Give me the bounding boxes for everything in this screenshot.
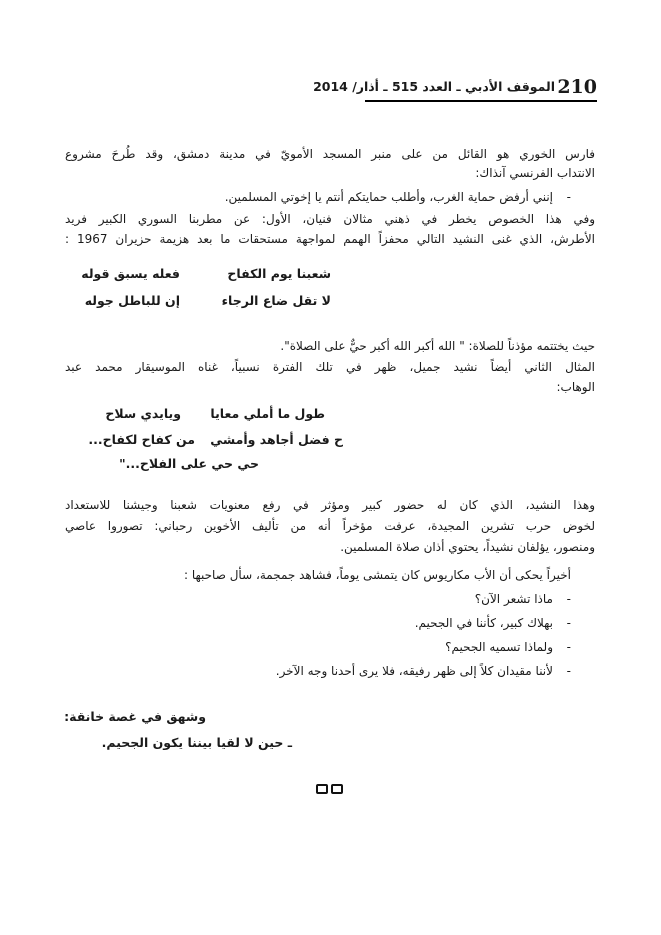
dialogue-item: - ولماذا تسميه الجحيم؟ (445, 638, 553, 656)
paragraph-line: حيث يختتمه مؤذناً للصلاة: " الله أكبر الله أكبر حيٌّ على الصلاة". (280, 339, 595, 353)
verse-line: ويايدي سلاح (105, 406, 181, 421)
closing-line: ـ حين لا لقيا بيننا يكون الجحيم. (101, 735, 292, 750)
end-mark-icon (316, 783, 346, 797)
verse-line: إن للباطل جوله (84, 293, 180, 308)
paragraph-line: وهذا النشيد، الذي كان له حضور كبير ومؤثر في رفع معنويات شعبنا وجيشنا للاستعداد (65, 498, 595, 512)
paragraph-line: الوهاب: (556, 380, 595, 394)
verse-line: لا تقل ضاع الرجاء (221, 293, 331, 308)
closing-line: وشهق في غصة خانقة: (64, 709, 206, 724)
verse-line: ح فضل أجاهد وأمشي (210, 432, 343, 447)
paragraph-line: وفي هذا الخصوص يخطر في ذهني مثالان فنيان، الأول: عن مطربنا السوري الكبير فريد (65, 212, 595, 226)
verse-line: طول ما أملي معايا (210, 406, 325, 421)
verse-line: شعبنا يوم الكفاح (227, 266, 331, 281)
verse-line: فعله يسبق قوله (81, 266, 180, 281)
verse-line: حي حي على الفلاح..." (119, 456, 259, 471)
issue-info: الموقف الأدبي ـ العدد 515 ـ أذار/ 2014 (313, 79, 555, 94)
dialogue-item: - بهلاك كبير، كأننا في الجحيم. (415, 614, 553, 632)
paragraph-line: لخوض حرب تشرين المجيدة، عرفت مؤخراً أنه من تأليف الأخوين رحباني: تصوروا عاصي (65, 519, 595, 533)
paragraph-line: أخيراً يحكى أن الأب مكاريوس كان يتمشى يوماً، فشاهد جمجمة، سأل صاحبها : (183, 568, 571, 582)
bullet-item: - إنني أرفض حماية الغرب، وأطلب حمايتكم أنتم يا إخوتي المسلمين. (225, 188, 553, 206)
dialogue-item: - ماذا تشعر الآن؟ (475, 590, 553, 608)
paragraph-line: فارس الخوري هو القائل من على منبر المسجد الأمويّ في مدينة دمشق، وقد طُرحَ مشروع (65, 147, 595, 161)
header-rule (365, 100, 597, 102)
paragraph-line: المثال الثاني أيضاً نشيد جميل، ظهر في تلك الفترة نسبياً، غناه الموسيقار محمد عبد (65, 360, 595, 374)
paragraph-line: الانتداب الفرنسي آنذاك: (475, 166, 595, 180)
paragraph-line: ومنصور، يؤلفان نشيداً، يحتوي أذان صلاة المسلمين. (340, 540, 595, 554)
dialogue-item: - لأننا مقيدان كلاً إلى ظهر رفيقه، فلا يرى أحدنا وجه الآخر. (276, 662, 553, 680)
page-number: 210 (557, 76, 597, 98)
paragraph-line: الأطرش، الذي غنى النشيد التالي محفزاً الهمم لمواجهة مستحقات ما بعد هزيمة حزيران 1967 : (65, 232, 596, 246)
running-header (313, 76, 597, 98)
verse-line: من كفاح لكفاح... (88, 432, 195, 447)
